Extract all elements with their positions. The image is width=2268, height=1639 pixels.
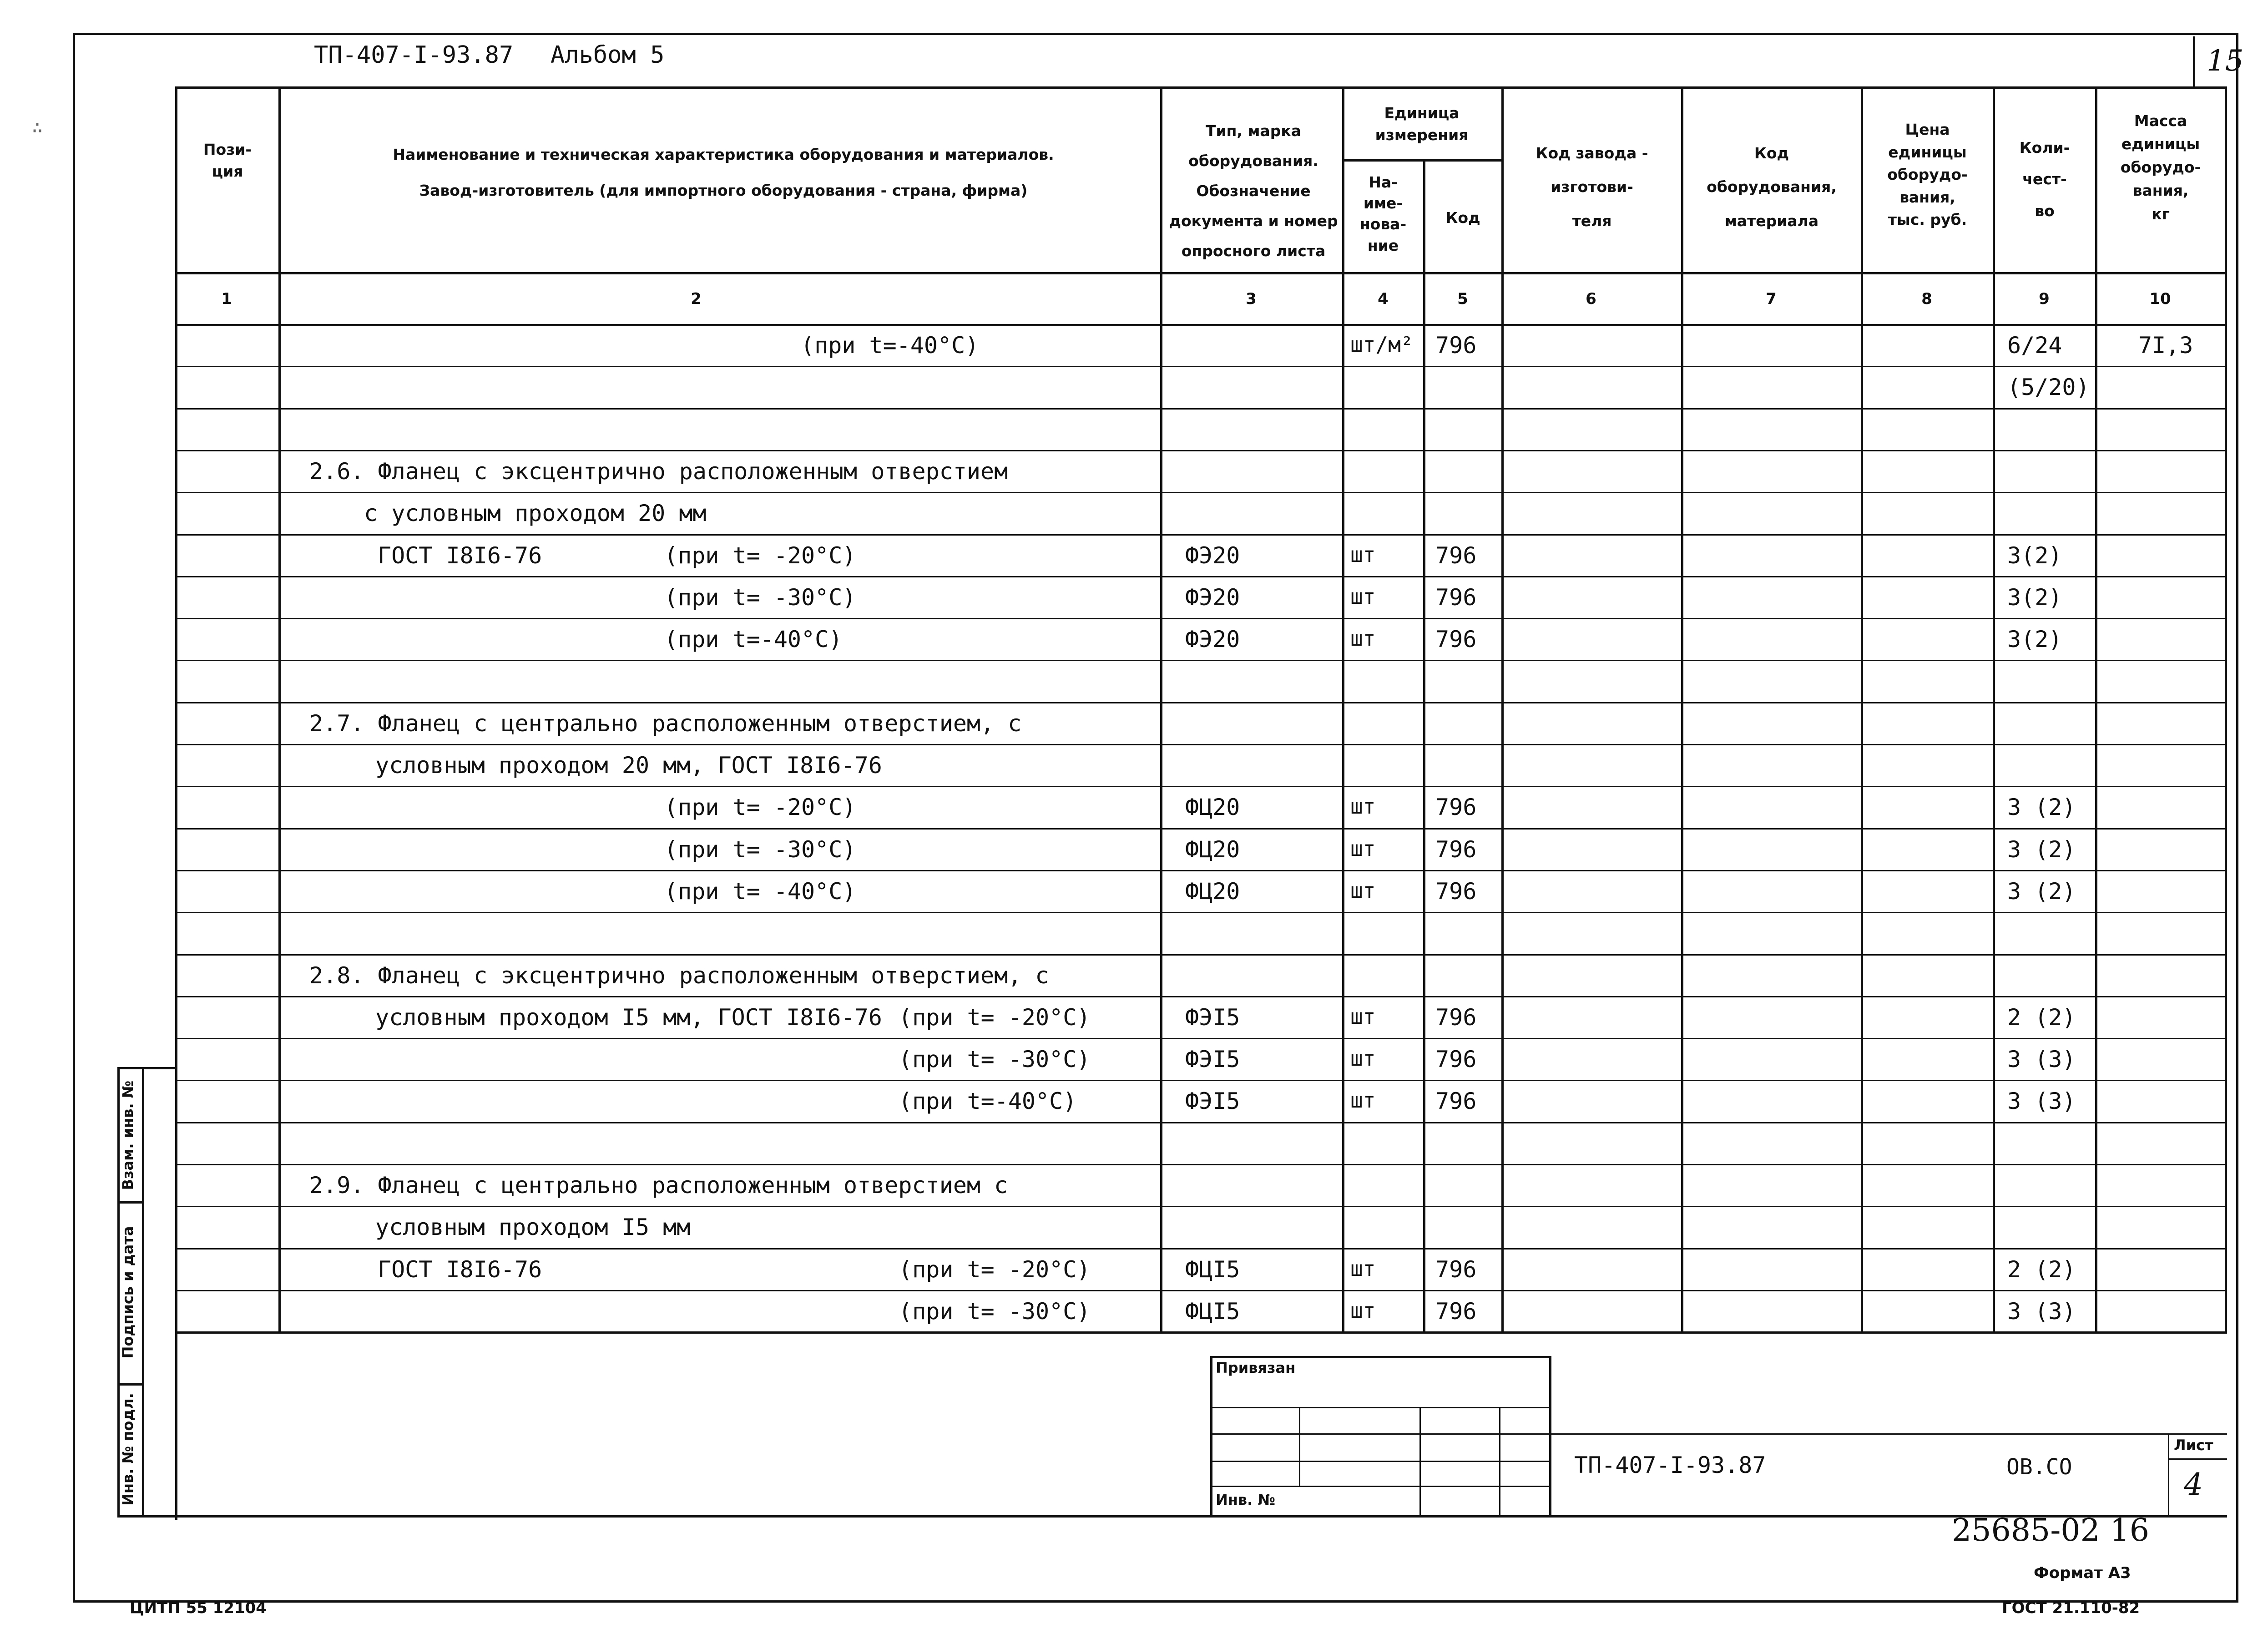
item-name: (при t=-40°C) xyxy=(801,332,979,359)
row-separator xyxy=(175,1122,2227,1123)
item-condition: (при t= -30°C) xyxy=(664,836,856,863)
row-separator xyxy=(175,534,2227,536)
col-line-9 xyxy=(2095,86,2097,1333)
item-unit-code: 796 xyxy=(1435,626,1477,653)
col-header-position-text: Пози- ция xyxy=(203,141,252,180)
row-separator xyxy=(175,492,2227,493)
unit-sub-line xyxy=(1342,159,1501,162)
col-header-factory-code xyxy=(1504,137,1680,238)
bound-box-col-2 xyxy=(1419,1407,1421,1516)
item-name: условным проходом I5 мм xyxy=(375,1214,691,1241)
col-header-mass-text: Масса единицы оборудо- вания, кг xyxy=(2120,112,2201,223)
item-unit-code: 796 xyxy=(1435,1256,1477,1283)
footer-format: Формат А3 xyxy=(2034,1564,2131,1582)
row-separator xyxy=(175,408,2227,410)
page-number: 15 xyxy=(2207,44,2244,78)
row-separator xyxy=(175,1206,2227,1207)
bound-box-left xyxy=(1210,1356,1212,1518)
item-quantity: 3 (2) xyxy=(2007,836,2076,863)
colnum-bottom-line xyxy=(175,324,2227,326)
item-name: ГОСТ I8I6-76 xyxy=(378,1256,542,1283)
item-quantity: 3 (2) xyxy=(2007,878,2076,905)
item-type: ФЦI5 xyxy=(1185,1298,1240,1325)
col-header-position xyxy=(182,139,273,182)
item-type: ФЦ20 xyxy=(1185,794,1240,821)
col-header-equipment-code xyxy=(1683,137,1860,238)
item-unit-code: 796 xyxy=(1435,794,1477,821)
col-header-unit-group-text: Единица измерения xyxy=(1375,104,1469,144)
item-quantity: 3 (2) xyxy=(2007,794,2076,821)
row-separator xyxy=(175,996,2227,997)
row-separator xyxy=(175,870,2227,871)
row-separator xyxy=(175,744,2227,745)
col-header-unit-code-text: Код xyxy=(1445,209,1480,227)
col-num-2: 2 xyxy=(691,290,702,308)
item-type: ФЦ20 xyxy=(1185,836,1240,863)
stamp-sheet-label: Лист xyxy=(2174,1437,2213,1454)
side-label-podpis: Подпись и дата xyxy=(119,1226,136,1359)
item-quantity: 3(2) xyxy=(2007,542,2062,569)
item-name: 2.9. Фланец с центрально расположенным отверстием с xyxy=(309,1172,1008,1199)
inv-label: Инв. № xyxy=(1216,1491,1275,1508)
album-label: Альбом 5 xyxy=(551,41,665,69)
item-type: ФЭI5 xyxy=(1185,1046,1240,1073)
item-unit: шт xyxy=(1350,1004,1376,1029)
item-condition: (при t= -20°C) xyxy=(899,1256,1091,1283)
item-quantity: 3(2) xyxy=(2007,584,2062,611)
col-num-3: 3 xyxy=(1246,290,1257,308)
item-unit: шт xyxy=(1350,1046,1376,1071)
item-name: 2.8. Фланец с эксцентрично расположенным отверстием, с xyxy=(309,962,1049,989)
item-quantity: 3 (3) xyxy=(2007,1298,2076,1325)
item-name: 2.7. Фланец с центрально расположенным отверстием, с xyxy=(309,710,1022,737)
col-header-unit-name-text: На- име- нова- ние xyxy=(1359,173,1407,254)
col-num-7: 7 xyxy=(1766,290,1777,308)
table-top-line xyxy=(175,86,2227,89)
item-type: ФЭ20 xyxy=(1185,584,1240,611)
col-num-6: 6 xyxy=(1586,290,1596,308)
col-header-type-text: Тип, марка оборудования. Обозначение документа и номер опросного листа xyxy=(1169,122,1338,260)
row-separator xyxy=(175,912,2227,913)
item-name: условным проходом 20 мм, ГОСТ I8I6-76 xyxy=(375,752,882,779)
item-quantity: 3(2) xyxy=(2007,626,2062,653)
item-condition: (при t= -20°C) xyxy=(664,542,856,569)
col-header-name-text: Наименование и техническая характеристика оборудования и материалов. Завод-изготовитель (для импортного оборудования - страна, фирма) xyxy=(393,146,1054,200)
bound-box-right xyxy=(1549,1356,1551,1518)
archive-number: 25685-02 16 xyxy=(1952,1513,2149,1548)
item-unit: шт xyxy=(1350,626,1376,651)
frame-top-line xyxy=(73,33,2238,35)
row-separator xyxy=(175,660,2227,661)
item-unit-code: 796 xyxy=(1435,332,1477,359)
bound-box-col-1 xyxy=(1299,1407,1300,1486)
item-unit-code: 796 xyxy=(1435,836,1477,863)
side-stamp-bottom-line xyxy=(117,1515,177,1518)
row-separator xyxy=(175,618,2227,619)
col-line-2 xyxy=(1160,86,1162,1333)
item-name: условным проходом I5 мм, ГОСТ I8I6-76 xyxy=(375,1004,882,1031)
item-type: ФЭ20 xyxy=(1185,626,1240,653)
item-name: 2.6. Фланец с эксцентрично расположенным отверстием xyxy=(309,458,1008,485)
frame-right-line xyxy=(2236,33,2238,1603)
page-number-divider xyxy=(2193,36,2195,86)
item-unit-code: 796 xyxy=(1435,542,1477,569)
item-quantity: (5/20) xyxy=(2007,374,2090,401)
item-quantity: 3 (3) xyxy=(2007,1088,2076,1115)
stamp-sheet-code: ОВ.СО xyxy=(2006,1454,2072,1480)
bound-box-top xyxy=(1210,1356,1551,1358)
row-separator xyxy=(175,1290,2227,1291)
col-line-4 xyxy=(1423,159,1425,1333)
item-unit: шт xyxy=(1350,1256,1376,1281)
side-label-vzam: Взам. инв. № xyxy=(119,1080,136,1190)
row-separator xyxy=(175,366,2227,367)
item-condition: (при t= -30°C) xyxy=(899,1298,1091,1325)
col-line-1 xyxy=(278,86,281,1333)
col-num-8: 8 xyxy=(1921,290,1932,308)
item-condition: (при t= -20°C) xyxy=(899,1004,1091,1031)
item-quantity: 2 (2) xyxy=(2007,1256,2076,1283)
col-line-0 xyxy=(175,86,177,1520)
col-header-price xyxy=(1863,118,1992,231)
item-type: ФЭ20 xyxy=(1185,542,1240,569)
side-stamp-mid-line xyxy=(142,1067,144,1518)
row-separator xyxy=(175,1248,2227,1249)
col-header-type xyxy=(1167,116,1340,266)
item-condition: (при t= -30°C) xyxy=(664,584,856,611)
col-line-3 xyxy=(1342,86,1344,1333)
item-unit-code: 796 xyxy=(1435,1088,1477,1115)
item-unit-code: 796 xyxy=(1435,878,1477,905)
item-unit: шт xyxy=(1350,794,1376,819)
col-header-mass xyxy=(2097,109,2224,226)
item-unit-code: 796 xyxy=(1435,584,1477,611)
item-type: ФЭI5 xyxy=(1185,1004,1240,1031)
row-separator xyxy=(175,702,2227,703)
col-header-quantity xyxy=(1995,132,2094,227)
item-unit: шт xyxy=(1350,878,1376,903)
item-unit-code: 796 xyxy=(1435,1004,1477,1031)
row-separator xyxy=(175,1164,2227,1165)
row-separator xyxy=(175,828,2227,830)
col-header-price-text: Цена единицы оборудо- вания, тыс. руб. xyxy=(1887,121,1968,228)
bound-label: Привязан xyxy=(1216,1359,1296,1376)
col-num-10: 10 xyxy=(2149,290,2171,308)
bound-box-col-3 xyxy=(1499,1407,1500,1516)
item-condition: (при t=-40°C) xyxy=(664,626,843,653)
item-unit: шт xyxy=(1350,836,1376,861)
col-header-equipment-code-text: Код оборудования, материала xyxy=(1707,144,1837,230)
title-block-bottom-line xyxy=(175,1515,2227,1518)
frame-bottom-line xyxy=(73,1600,2238,1603)
col-header-factory-code-text: Код завода - изготови- теля xyxy=(1536,144,1648,230)
col-num-9: 9 xyxy=(2039,290,2050,308)
item-condition: (при t= -40°C) xyxy=(664,878,856,905)
stamp-sheet-number: 4 xyxy=(2184,1467,2203,1502)
item-unit: шт xyxy=(1350,1088,1376,1113)
stamp-sheet-line xyxy=(2168,1458,2227,1460)
item-type: ФЦI5 xyxy=(1185,1256,1240,1283)
frame-left-line xyxy=(73,33,75,1603)
row-separator xyxy=(175,1080,2227,1081)
stamp-sheet-divider xyxy=(2168,1433,2169,1516)
side-label-inv-podl: Инв. № подл. xyxy=(119,1393,136,1506)
item-name: ГОСТ I8I6-76 xyxy=(378,542,542,569)
col-num-1: 1 xyxy=(221,290,232,308)
row-separator xyxy=(175,450,2227,451)
table-body-bottom-line xyxy=(175,1331,2227,1334)
item-unit: шт xyxy=(1350,542,1376,567)
col-header-quantity-text: Коли- чест- во xyxy=(2019,139,2070,220)
col-num-5: 5 xyxy=(1457,290,1468,308)
col-header-unit-code xyxy=(1425,207,1500,229)
col-header-name xyxy=(291,137,1156,208)
item-condition: (при t= -20°C) xyxy=(664,794,856,821)
item-unit-code: 796 xyxy=(1435,1298,1477,1325)
item-condition: (при t=-40°C) xyxy=(899,1088,1077,1115)
stamp-doc-code: ТП-407-I-93.87 xyxy=(1574,1452,1766,1478)
col-header-unit-group xyxy=(1344,102,1499,146)
col-line-7 xyxy=(1861,86,1863,1333)
row-separator xyxy=(175,954,2227,956)
header-bottom-line xyxy=(175,272,2227,274)
row-separator xyxy=(175,786,2227,787)
col-line-5 xyxy=(1501,86,1504,1333)
stamp-top-line xyxy=(1549,1433,2227,1435)
doc-code-header: ТП-407-I-93.87 xyxy=(314,41,514,69)
item-unit-code: 796 xyxy=(1435,1046,1477,1073)
item-condition: (при t= -30°C) xyxy=(899,1046,1091,1073)
item-type: ФЭI5 xyxy=(1185,1088,1240,1115)
item-type: ФЦ20 xyxy=(1185,878,1240,905)
col-line-6 xyxy=(1681,86,1683,1333)
col-num-4: 4 xyxy=(1378,290,1389,308)
item-name: с условным проходом 20 мм xyxy=(364,500,707,527)
item-quantity: 2 (2) xyxy=(2007,1004,2076,1031)
item-quantity: 6/24 xyxy=(2007,332,2062,359)
col-header-unit-name xyxy=(1344,172,1422,256)
scan-mark: ∴ xyxy=(32,117,43,138)
footer-left: ЦИТП 55 12104 xyxy=(130,1599,267,1617)
item-quantity: 3 (3) xyxy=(2007,1046,2076,1073)
row-separator xyxy=(175,1038,2227,1039)
col-line-10 xyxy=(2225,86,2227,1333)
col-line-8 xyxy=(1993,86,1995,1333)
side-stamp-line-1 xyxy=(117,1201,144,1204)
item-unit: шт xyxy=(1350,1298,1376,1323)
footer-gost: ГОСТ 21.110-82 xyxy=(2002,1599,2140,1617)
item-unit: шт xyxy=(1350,584,1376,609)
item-mass: 7I,3 xyxy=(2138,332,2193,359)
item-unit: шт/м² xyxy=(1350,332,1414,357)
row-separator xyxy=(175,576,2227,577)
